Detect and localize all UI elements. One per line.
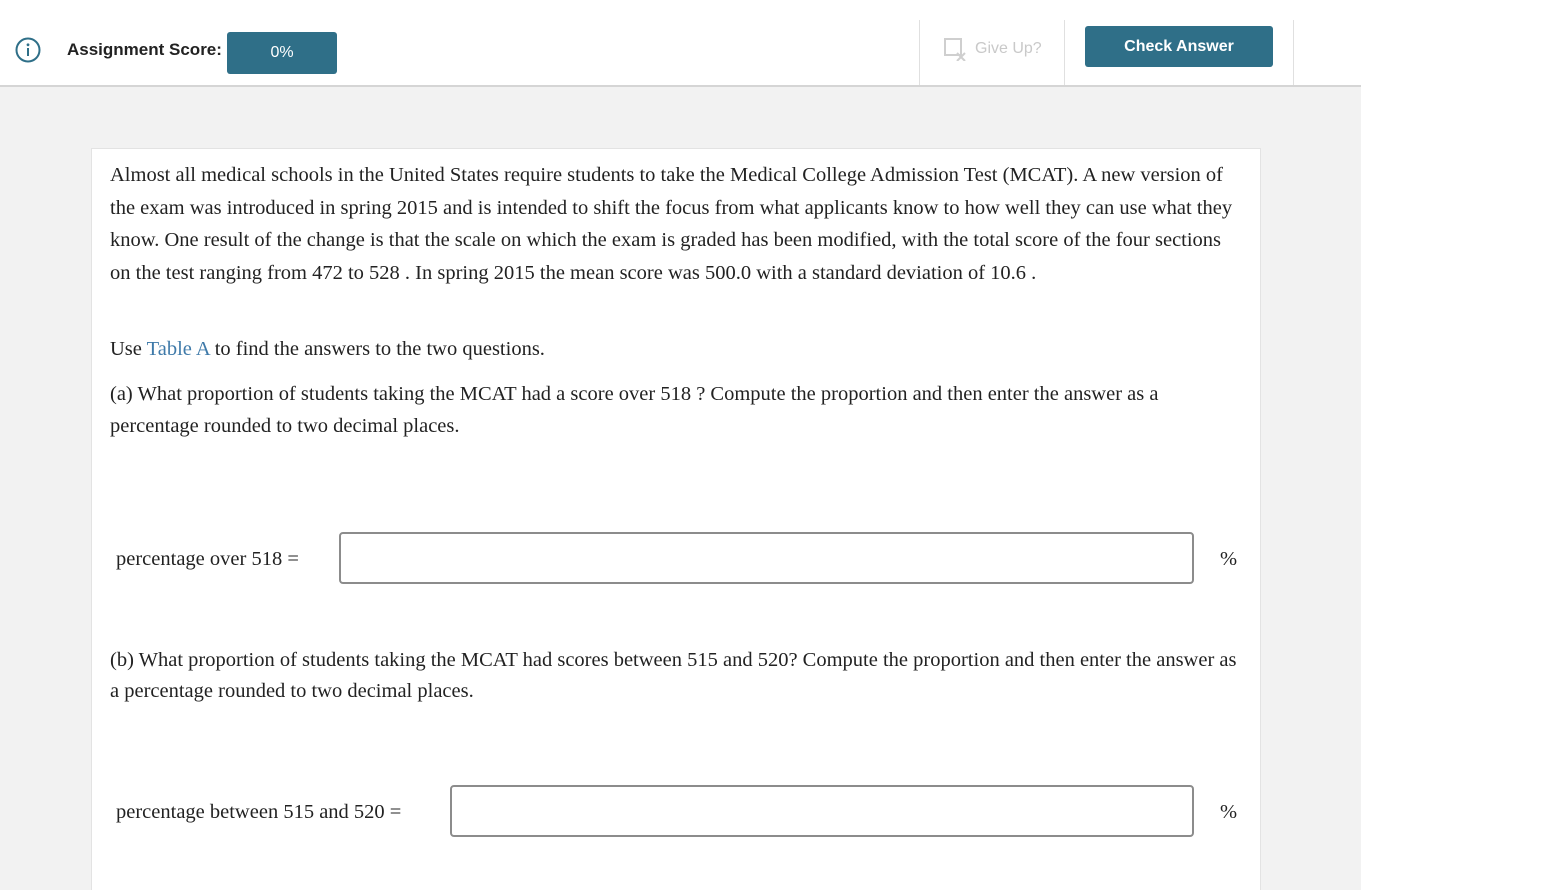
give-up-label: Give Up? xyxy=(975,40,1042,57)
instructions-suffix: to find the answers to the two questions. xyxy=(214,338,545,360)
header-bar xyxy=(0,0,1361,87)
give-up-icon xyxy=(943,37,967,61)
part-b-answer-input[interactable] xyxy=(450,785,1194,837)
part-b-percent-unit: % xyxy=(1220,801,1238,823)
header-divider xyxy=(1064,20,1065,85)
part-b-question: (b) What proportion of students taking the MCAT had scores between 515 and 520? Compute the proportion and then enter the answer as a percentage rounded to two decimal places. xyxy=(110,649,1237,702)
part-a-answer-input[interactable] xyxy=(339,532,1194,584)
question-intro: Almost all medical schools in the United States require students to take the Medical College Admission Test (MCAT). A new version of the exam was introduced in spring 2015 and is intended to shift the focus from what applicants know to how well they can use what they know. One result of the change is that the scale on which the exam is graded has been modified, with the total score of the four sections on the test ranging from 472 to 528 . In spring 2015 the mean score was 500.0 with a standard deviation of 10.6 . xyxy=(110,164,1233,285)
table-a-link[interactable]: Table A xyxy=(146,338,210,360)
part-a-percent-unit: % xyxy=(1220,548,1238,570)
give-up-button[interactable] xyxy=(943,37,1042,61)
instructions-prefix: Use xyxy=(110,338,142,360)
assignment-score-label: Assignment Score: xyxy=(67,40,222,59)
header-divider xyxy=(1293,20,1294,85)
part-a-question: (a) What proportion of students taking the MCAT had a score over 518 ? Compute the proportion and then enter the answer as a percentage rounded to two decimal places. xyxy=(110,383,1159,437)
part-b-label: percentage between 515 and 520 = xyxy=(116,801,402,823)
header-divider xyxy=(919,20,920,85)
info-icon[interactable] xyxy=(15,37,41,63)
check-answer-button[interactable]: Check Answer xyxy=(1085,26,1273,67)
instructions xyxy=(110,333,1245,365)
part-a-label: percentage over 518 = xyxy=(116,548,299,570)
question-card xyxy=(91,148,1261,890)
assignment-score-value: 0% xyxy=(227,32,337,74)
